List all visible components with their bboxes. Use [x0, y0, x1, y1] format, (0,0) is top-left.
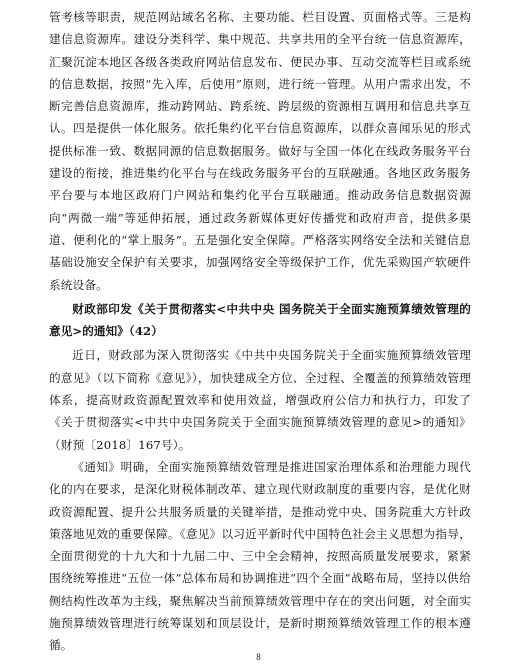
- body-paragraph-1: 管考核等职责，规范网站域名名称、主要功能、栏目设置、页面格式等。三是构建信息资源库。建设分类科学、集中规范、共享共用的全平台统一信息资源库，汇聚沉淀本地区各级各类政府网站信息发布、便民办事、互动交流等栏目或系统的信息数据，按照“先入库，后使用”原则，进行统一管理。从用户需求出发，不断完善信息资源库，推动跨网站、跨系统、跨层级的资源相互调用和信息共享互认。四是提供一体化服务。依托集约化平台信息资源库，以群众喜闻乐见的形式提供标准一致、数据同源的信息数据服务。做好与全国一体化在线政务服务平台建设的衔接，推进集约化平台与在线政务服务平台的互联融通。各地区政务服务平台要与本地区政府门户网站和集约化平台互联融通。推动政务信息数据资源向“两微一端”等延伸拓展，通过政务新媒体更好传播党和政府声音，提供多渠道、便利化的“掌上服务”。五是强化安全保障。严格落实网络安全法和关键信息基础设施安全保护有关要求，加强网络安全等级保护工作，优先采购国产软硬件系统设备。: [49, 10, 471, 292]
- document-page: [49, 6, 471, 657]
- body-paragraph-3: 《通知》明确，全面实施预算绩效管理是推进国家治理体系和治理能力现代化的内在要求，是深化财税体制改革、建立现代财政制度的重要内容，是优化财政资源配置、提升公共服务质量的关键举措，是推动党中央、国务院重大方针政策落地见效的重要保障。《意见》以习近平新时代中国特色社会主义思想为指导，全面贯彻党的十九大和十九届二中、三中全会精神，按照高质量发展要求，紧紧围绕统筹推进“五位一体”总体布局和协调推进“四个全面”战略布局，坚持以供给侧结构性改革为主线，聚焦解决当前预算绩效管理中存在的突出问题，对全面实施预算绩效管理进行统筹谋划和顶层设计，是新时期预算绩效管理工作的根本遵循。: [49, 459, 471, 653]
- page-number: 8: [256, 652, 261, 662]
- section-heading: 财政部印发《关于贯彻落实<中共中央 国务院关于全面实施预算绩效管理的意见>的通知》（42）: [49, 301, 471, 339]
- body-paragraph-2: 近日，财政部为深入贯彻落实《中共中央国务院关于全面实施预算绩效管理的意见》（以下简称《意见》），加快建成全方位、全过程、全覆盖的预算绩效管理体系，提高财政资源配置效率和使用效益，增强政府公信力和执行力，印发了《关于贯彻落实<中共中央国务院关于全面实施预算绩效管理的意见>的通知》（财预〔2018〕167号）。: [49, 348, 471, 452]
